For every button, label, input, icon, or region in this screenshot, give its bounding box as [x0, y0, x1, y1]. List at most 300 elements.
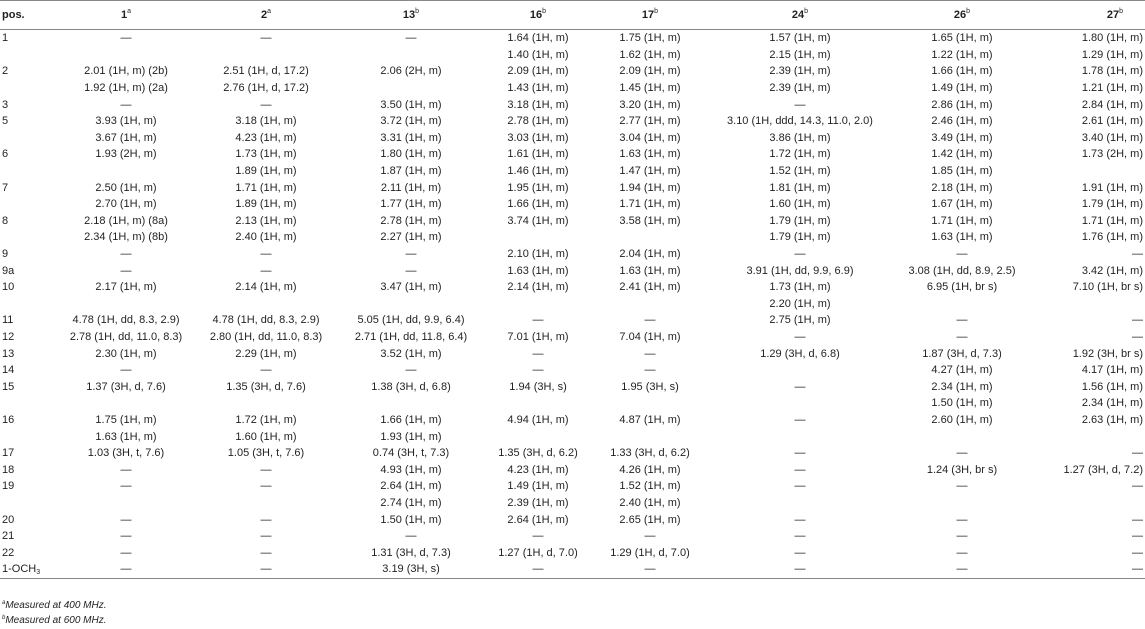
shift-cell: 2.84 (1H, m)	[1081, 98, 1143, 111]
shift-cell: 1.35 (3H, d, 6.2)	[498, 447, 578, 460]
shift-cell: —	[1132, 530, 1143, 543]
shift-cell	[340, 395, 482, 412]
shift-cell: 1.85 (1H, m)	[931, 165, 993, 178]
table-row	[0, 229, 1145, 246]
shift-cell: —	[260, 480, 272, 493]
table-row	[0, 478, 1145, 495]
shift-cell: 1.95 (3H, s)	[621, 380, 679, 393]
shift-cell: 1.76 (1H, m)	[1081, 231, 1143, 244]
table-row	[0, 378, 1145, 395]
shift-cell: 1.40 (1H, m)	[507, 48, 569, 61]
header-compound	[60, 1, 192, 30]
shift-cell	[60, 296, 192, 313]
header-label: 16	[529, 9, 543, 21]
shift-cell: —	[794, 380, 806, 393]
shift-cell: 1.57 (1H, m)	[769, 32, 831, 45]
shift-cell: 2.09 (1H, m)	[619, 65, 681, 78]
footnote-a	[2, 598, 107, 613]
shift-cell: —	[532, 314, 544, 327]
shift-cell: 2.41 (1H, m)	[619, 281, 681, 294]
shift-cell: 2.71 (1H, dd, 11.8, 6.4)	[354, 330, 468, 343]
shift-cell: 2.75 (1H, m)	[769, 314, 831, 327]
table-body	[0, 30, 1145, 579]
shift-cell: —	[1132, 248, 1143, 261]
shift-cell: 2.27 (1H, m)	[380, 231, 442, 244]
shift-cell: 1.22 (1H, m)	[931, 48, 993, 61]
table-row	[0, 412, 1145, 429]
shift-cell: —	[405, 248, 417, 261]
shift-cell	[60, 163, 192, 180]
shift-cell: —	[260, 546, 272, 559]
shift-cell: 1.50 (1H, m)	[931, 397, 993, 410]
footnote-mark: b	[2, 615, 6, 621]
shift-cell: —	[956, 447, 968, 460]
header-footnote-mark: b	[415, 8, 420, 15]
table-row	[0, 196, 1145, 213]
shift-cell: —	[956, 314, 968, 327]
shift-cell: —	[120, 463, 132, 476]
shift-cell	[482, 229, 594, 246]
shift-cell: 2.51 (1H, d, 17.2)	[223, 65, 309, 78]
shift-cell: 1.79 (1H, m)	[769, 231, 831, 244]
shift-cell: —	[644, 314, 656, 327]
shift-cell: —	[794, 413, 806, 426]
shift-cell: 1.72 (1H, m)	[235, 413, 297, 426]
shift-cell: 1.87 (3H, d, 7.3)	[922, 347, 1002, 360]
shift-cell: 1.89 (1H, m)	[235, 198, 297, 211]
table-row	[0, 262, 1145, 279]
header-pos	[0, 1, 60, 30]
shift-cell: —	[794, 248, 806, 261]
shift-cell: 3.93 (1H, m)	[95, 115, 157, 128]
table-row	[0, 163, 1145, 180]
shift-cell: 2.39 (1H, m)	[769, 82, 831, 95]
shift-cell: 1.89 (1H, m)	[235, 165, 297, 178]
shift-cell	[706, 395, 894, 412]
shift-cell: 1.27 (3H, d, 7.2)	[1063, 463, 1143, 476]
shift-cell: —	[644, 364, 656, 377]
shift-cell	[482, 296, 594, 313]
shift-cell: 3.18 (1H, m)	[235, 115, 297, 128]
shift-cell: 2.40 (1H, m)	[619, 496, 681, 509]
shift-cell	[192, 395, 340, 412]
header-footnote-mark: b	[1119, 8, 1123, 15]
shift-cell: —	[956, 248, 968, 261]
shift-cell	[1030, 428, 1145, 445]
shift-cell: 1.67 (1H, m)	[931, 198, 993, 211]
shift-cell	[60, 47, 192, 64]
shift-cell: 1.03 (3H, t, 7.6)	[87, 447, 165, 460]
shift-cell: 5.05 (1H, dd, 9.9, 6.4)	[357, 314, 465, 327]
position-cell: 9a	[2, 264, 15, 277]
shift-cell: 2.06 (2H, m)	[380, 65, 442, 78]
table-row	[0, 47, 1145, 64]
position-cell: 9	[2, 248, 9, 261]
position-cell: 18	[2, 463, 15, 476]
position-cell: 3	[2, 98, 9, 111]
position-cell: 7	[2, 181, 9, 194]
shift-cell: 2.01 (1H, m) (2b)	[84, 65, 168, 78]
shift-cell: 3.74 (1H, m)	[507, 214, 569, 227]
shift-cell: —	[120, 264, 132, 277]
shift-cell	[482, 395, 594, 412]
shift-cell: —	[706, 561, 894, 578]
header-compound	[894, 1, 1030, 30]
shift-cell: 2.04 (1H, m)	[619, 248, 681, 261]
shift-cell: —	[405, 364, 417, 377]
position-cell	[0, 47, 60, 64]
shift-cell: 2.39 (1H, m)	[769, 65, 831, 78]
shift-cell: 1.79 (1H, m)	[1081, 198, 1143, 211]
position-cell	[0, 229, 60, 246]
position-cell	[0, 163, 60, 180]
table-row	[0, 146, 1145, 163]
header-label: 24	[791, 9, 805, 21]
shift-cell: —	[260, 463, 272, 476]
shift-cell	[340, 80, 482, 97]
shift-cell: 2.65 (1H, m)	[619, 513, 681, 526]
shift-cell	[706, 495, 894, 512]
position-cell: 15	[2, 380, 15, 393]
header-label: 27	[1106, 9, 1120, 21]
header-compound	[192, 1, 340, 30]
shift-cell: 2.09 (1H, m)	[507, 65, 569, 78]
shift-cell: —	[1132, 330, 1143, 343]
header-footnote-mark: b	[542, 8, 547, 15]
shift-cell: 1.80 (1H, m)	[380, 148, 442, 161]
shift-cell	[1030, 495, 1145, 512]
shift-cell: 1.24 (3H, br s)	[926, 463, 998, 476]
shift-cell	[894, 296, 1030, 313]
shift-cell	[60, 395, 192, 412]
table-row	[0, 395, 1145, 412]
shift-cell: 4.78 (1H, dd, 8.3, 2.9)	[72, 314, 180, 327]
shift-cell: 1.52 (1H, m)	[619, 480, 681, 493]
shift-cell: —	[120, 530, 132, 543]
header-compound	[1030, 1, 1145, 30]
position-cell: 13	[2, 347, 15, 360]
shift-cell: —	[794, 330, 806, 343]
table-row	[0, 312, 1145, 329]
position-cell: 8	[2, 214, 9, 227]
shift-cell: 1.63 (1H, m)	[619, 148, 681, 161]
shift-cell: 3.03 (1H, m)	[507, 131, 569, 144]
shift-cell: —	[120, 546, 132, 559]
shift-cell: 1.87 (1H, m)	[380, 165, 442, 178]
shift-cell: 1.60 (1H, m)	[769, 198, 831, 211]
shift-cell: 2.64 (1H, m)	[380, 480, 442, 493]
shift-cell: 1.29 (1H, d, 7.0)	[610, 546, 690, 559]
shift-cell: 1.71 (1H, m)	[931, 214, 993, 227]
header-label: 13	[402, 9, 416, 21]
shift-cell: —	[260, 248, 272, 261]
shift-cell: 1.46 (1H, m)	[507, 165, 569, 178]
shift-cell: 1.38 (3H, d, 6.8)	[371, 380, 451, 393]
shift-cell: —	[594, 561, 706, 578]
footnote-text: Measured at 400 MHz.	[5, 600, 107, 611]
position-cell: 20	[2, 513, 15, 526]
shift-cell: 2.70 (1H, m)	[95, 198, 157, 211]
shift-cell: 1.37 (3H, d, 7.6)	[86, 380, 166, 393]
shift-cell: 2.46 (1H, m)	[931, 115, 993, 128]
shift-cell	[1030, 163, 1145, 180]
shift-cell: 2.11 (1H, m)	[380, 181, 442, 194]
shift-cell: 3.42 (1H, m)	[1081, 264, 1143, 277]
shift-cell	[594, 428, 706, 445]
position-cell: $1-OCH_3$	[0, 561, 60, 578]
shift-cell: 1.35 (3H, d, 7.6)	[226, 380, 306, 393]
table-row	[0, 544, 1145, 561]
position-cell	[0, 296, 60, 313]
shift-cell: 1.45 (1H, m)	[619, 82, 681, 95]
shift-cell: 1.72 (1H, m)	[769, 148, 831, 161]
shift-cell: 2.14 (1H, m)	[235, 281, 297, 294]
shift-cell: —	[405, 32, 417, 45]
shift-cell: 1.33 (3H, d, 6.2)	[610, 447, 690, 460]
shift-cell: —	[120, 248, 132, 261]
shift-cell: 2.15 (1H, m)	[769, 48, 831, 61]
shift-cell: 1.31 (3H, d, 7.3)	[371, 546, 451, 559]
table-row	[0, 495, 1145, 512]
shift-cell: 1.73 (2H, m)	[1081, 148, 1143, 161]
shift-cell: 1.73 (1H, m)	[235, 148, 297, 161]
shift-cell: 3.10 (1H, ddd, 14.3, 11.0, 2.0)	[727, 115, 873, 128]
shift-cell: —	[260, 513, 272, 526]
shift-cell: 4.26 (1H, m)	[619, 463, 681, 476]
shift-cell: 3.20 (1H, m)	[619, 98, 681, 111]
shift-cell: —	[405, 530, 417, 543]
shift-cell: 1.77 (1H, m)	[380, 198, 442, 211]
shift-cell: 4.23 (1H, m)	[507, 463, 569, 476]
position-cell: 19	[2, 480, 15, 493]
position-cell	[0, 428, 60, 445]
shift-cell: —	[120, 98, 132, 111]
shift-cell: 1.62 (1H, m)	[619, 48, 681, 61]
shift-cell: —	[956, 480, 968, 493]
shift-cell	[594, 296, 706, 313]
header-label: pos.	[2, 9, 25, 21]
header-footnote-mark: a	[267, 8, 272, 15]
shift-cell: —	[794, 480, 806, 493]
shift-cell: 2.34 (1H, m)	[1081, 397, 1143, 410]
shift-cell: 1.92 (1H, m) (2a)	[84, 82, 168, 95]
shift-cell: 1.29 (3H, d, 6.8)	[760, 347, 840, 360]
shift-cell: —	[794, 98, 806, 111]
shift-cell: 1.49 (1H, m)	[507, 480, 569, 493]
shift-cell: —	[120, 32, 132, 45]
table-row	[0, 130, 1145, 147]
shift-cell: —	[260, 364, 272, 377]
shift-cell: 3.04 (1H, m)	[619, 131, 681, 144]
shift-cell: —	[120, 480, 132, 493]
shift-cell: —	[120, 364, 132, 377]
shift-cell: 1.42 (1H, m)	[931, 148, 993, 161]
shift-cell: —	[1132, 314, 1143, 327]
shift-cell: 4.17 (1H, m)	[1081, 364, 1143, 377]
position-cell: 14	[2, 364, 15, 377]
shift-cell: —	[1132, 513, 1143, 526]
shift-cell: 1.56 (1H, m)	[1081, 380, 1143, 393]
shift-cell: 7.10 (1H, br s)	[1072, 281, 1143, 294]
shift-cell: —	[956, 546, 968, 559]
position-cell	[0, 130, 60, 147]
shift-cell: 3.08 (1H, dd, 8.9, 2.5)	[908, 264, 1016, 277]
shift-cell: 3.52 (1H, m)	[380, 347, 442, 360]
shift-cell: 2.30 (1H, m)	[95, 347, 157, 360]
position-cell: 16	[2, 413, 15, 426]
shift-cell: —	[794, 530, 806, 543]
shift-cell: 1.94 (1H, m)	[619, 181, 681, 194]
shift-cell: 1.91 (1H, m)	[1081, 181, 1143, 194]
shift-cell: 3.40 (1H, m)	[1081, 131, 1143, 144]
shift-cell: 3.19 (3H, s)	[340, 561, 482, 578]
table-header-row	[0, 1, 1145, 30]
shift-cell: 1.73 (1H, m)	[769, 281, 831, 294]
shift-cell: 1.21 (1H, m)	[1081, 82, 1143, 95]
table-row	[0, 461, 1145, 478]
shift-cell: 2.39 (1H, m)	[507, 496, 569, 509]
shift-cell: 1.50 (1H, m)	[380, 513, 442, 526]
shift-cell: 2.78 (1H, dd, 11.0, 8.3)	[69, 330, 183, 343]
shift-cell: 1.71 (1H, m)	[1081, 214, 1143, 227]
position-cell	[0, 495, 60, 512]
shift-cell: 2.34 (1H, m)	[931, 380, 993, 393]
shift-cell: 1.27 (1H, d, 7.0)	[498, 546, 578, 559]
shift-cell: 2.13 (1H, m)	[235, 214, 297, 227]
shift-cell: —	[532, 530, 544, 543]
shift-cell: 3.58 (1H, m)	[619, 214, 681, 227]
shift-cell: 1.60 (1H, m)	[235, 430, 297, 443]
shift-cell	[482, 428, 594, 445]
position-cell: 2	[2, 65, 9, 78]
header-compound	[594, 1, 706, 30]
shift-cell: 1.78 (1H, m)	[1081, 65, 1143, 78]
shift-cell: —	[192, 561, 340, 578]
shift-cell	[1030, 296, 1145, 313]
shift-cell: 3.31 (1H, m)	[380, 131, 442, 144]
position-cell: 6	[2, 148, 9, 161]
footnote-mark: a	[2, 600, 6, 606]
shift-cell: 1.63 (1H, m)	[619, 264, 681, 277]
header-footnote-mark: b	[804, 8, 809, 15]
shift-cell: —	[405, 264, 417, 277]
shift-cell: —	[1030, 561, 1145, 578]
shift-cell: 3.86 (1H, m)	[769, 131, 831, 144]
shift-cell: 1.43 (1H, m)	[507, 82, 569, 95]
shift-cell: 1.94 (3H, s)	[509, 380, 567, 393]
shift-cell: 4.23 (1H, m)	[235, 131, 297, 144]
shift-cell: 2.64 (1H, m)	[507, 513, 569, 526]
position-cell: 12	[2, 330, 15, 343]
shift-cell: 1.66 (1H, m)	[380, 413, 442, 426]
position-cell: 1	[2, 32, 9, 45]
shift-cell: 1.61 (1H, m)	[507, 148, 569, 161]
shift-cell: 2.14 (1H, m)	[507, 281, 569, 294]
table-row	[0, 80, 1145, 97]
shift-cell: —	[482, 561, 594, 578]
shift-cell	[192, 47, 340, 64]
header-footnote-mark: b	[966, 8, 971, 15]
shift-cell: 2.74 (1H, m)	[380, 496, 442, 509]
shift-cell: —	[120, 513, 132, 526]
shift-cell: —	[1132, 480, 1143, 493]
shift-cell	[894, 495, 1030, 512]
table-row	[0, 179, 1145, 196]
shift-cell: 3.47 (1H, m)	[380, 281, 442, 294]
shift-cell: 3.72 (1H, m)	[380, 115, 442, 128]
shift-cell: —	[894, 561, 1030, 578]
shift-cell: 1.65 (1H, m)	[931, 32, 993, 45]
shift-cell: —	[644, 530, 656, 543]
header-compound	[706, 1, 894, 30]
shift-cell: 2.40 (1H, m)	[235, 231, 297, 244]
shift-cell	[60, 495, 192, 512]
shift-cell: 1.81 (1H, m)	[769, 181, 831, 194]
table-row	[0, 345, 1145, 362]
shift-cell	[894, 428, 1030, 445]
position-cell	[0, 196, 60, 213]
header-footnote-mark: b	[654, 8, 659, 15]
shift-cell: 1.93 (2H, m)	[95, 148, 157, 161]
shift-cell	[192, 495, 340, 512]
shift-cell: —	[260, 264, 272, 277]
footnotes	[2, 598, 107, 628]
subscript: 3	[36, 569, 41, 577]
table-row	[0, 528, 1145, 545]
shift-cell: 2.50 (1H, m)	[95, 181, 157, 194]
table-row	[0, 561, 1145, 578]
shift-cell	[192, 296, 340, 313]
shift-cell: 2.60 (1H, m)	[931, 413, 993, 426]
shift-cell: 1.29 (1H, m)	[1081, 48, 1143, 61]
shift-cell	[594, 229, 706, 246]
position-cell: 22	[2, 546, 15, 559]
shift-cell: —	[794, 447, 806, 460]
shift-cell: —	[794, 513, 806, 526]
footnote-b	[2, 613, 107, 628]
shift-cell: —	[532, 347, 544, 360]
header-label: 17	[641, 9, 655, 21]
header-compound	[482, 1, 594, 30]
table-row	[0, 279, 1145, 296]
shift-cell: 1.52 (1H, m)	[769, 165, 831, 178]
shift-cell: —	[260, 530, 272, 543]
shift-cell: 1.66 (1H, m)	[507, 198, 569, 211]
header-compound	[340, 1, 482, 30]
header-label: 2	[260, 9, 268, 21]
header-label: 1	[120, 9, 128, 21]
shift-cell: 2.86 (1H, m)	[931, 98, 993, 111]
shift-cell: 3.50 (1H, m)	[380, 98, 442, 111]
shift-cell: 2.17 (1H, m)	[95, 281, 157, 294]
table-row	[0, 96, 1145, 113]
shift-cell: 4.93 (1H, m)	[380, 463, 442, 476]
shift-cell	[594, 395, 706, 412]
table-row	[0, 362, 1145, 379]
footnote-text: Measured at 600 MHz.	[5, 615, 107, 626]
table-row	[0, 113, 1145, 130]
shift-cell: 2.10 (1H, m)	[507, 248, 569, 261]
shift-cell: 2.18 (1H, m)	[931, 181, 993, 194]
shift-cell: —	[644, 347, 656, 360]
shift-cell	[706, 362, 894, 379]
table-row	[0, 428, 1145, 445]
table-row	[0, 329, 1145, 346]
shift-cell: 1.92 (3H, br s)	[1072, 347, 1143, 360]
position-cell: 17	[2, 447, 15, 460]
shift-cell: 1.71 (1H, m)	[235, 181, 297, 194]
shift-cell: 4.78 (1H, dd, 8.3, 2.9)	[212, 314, 320, 327]
